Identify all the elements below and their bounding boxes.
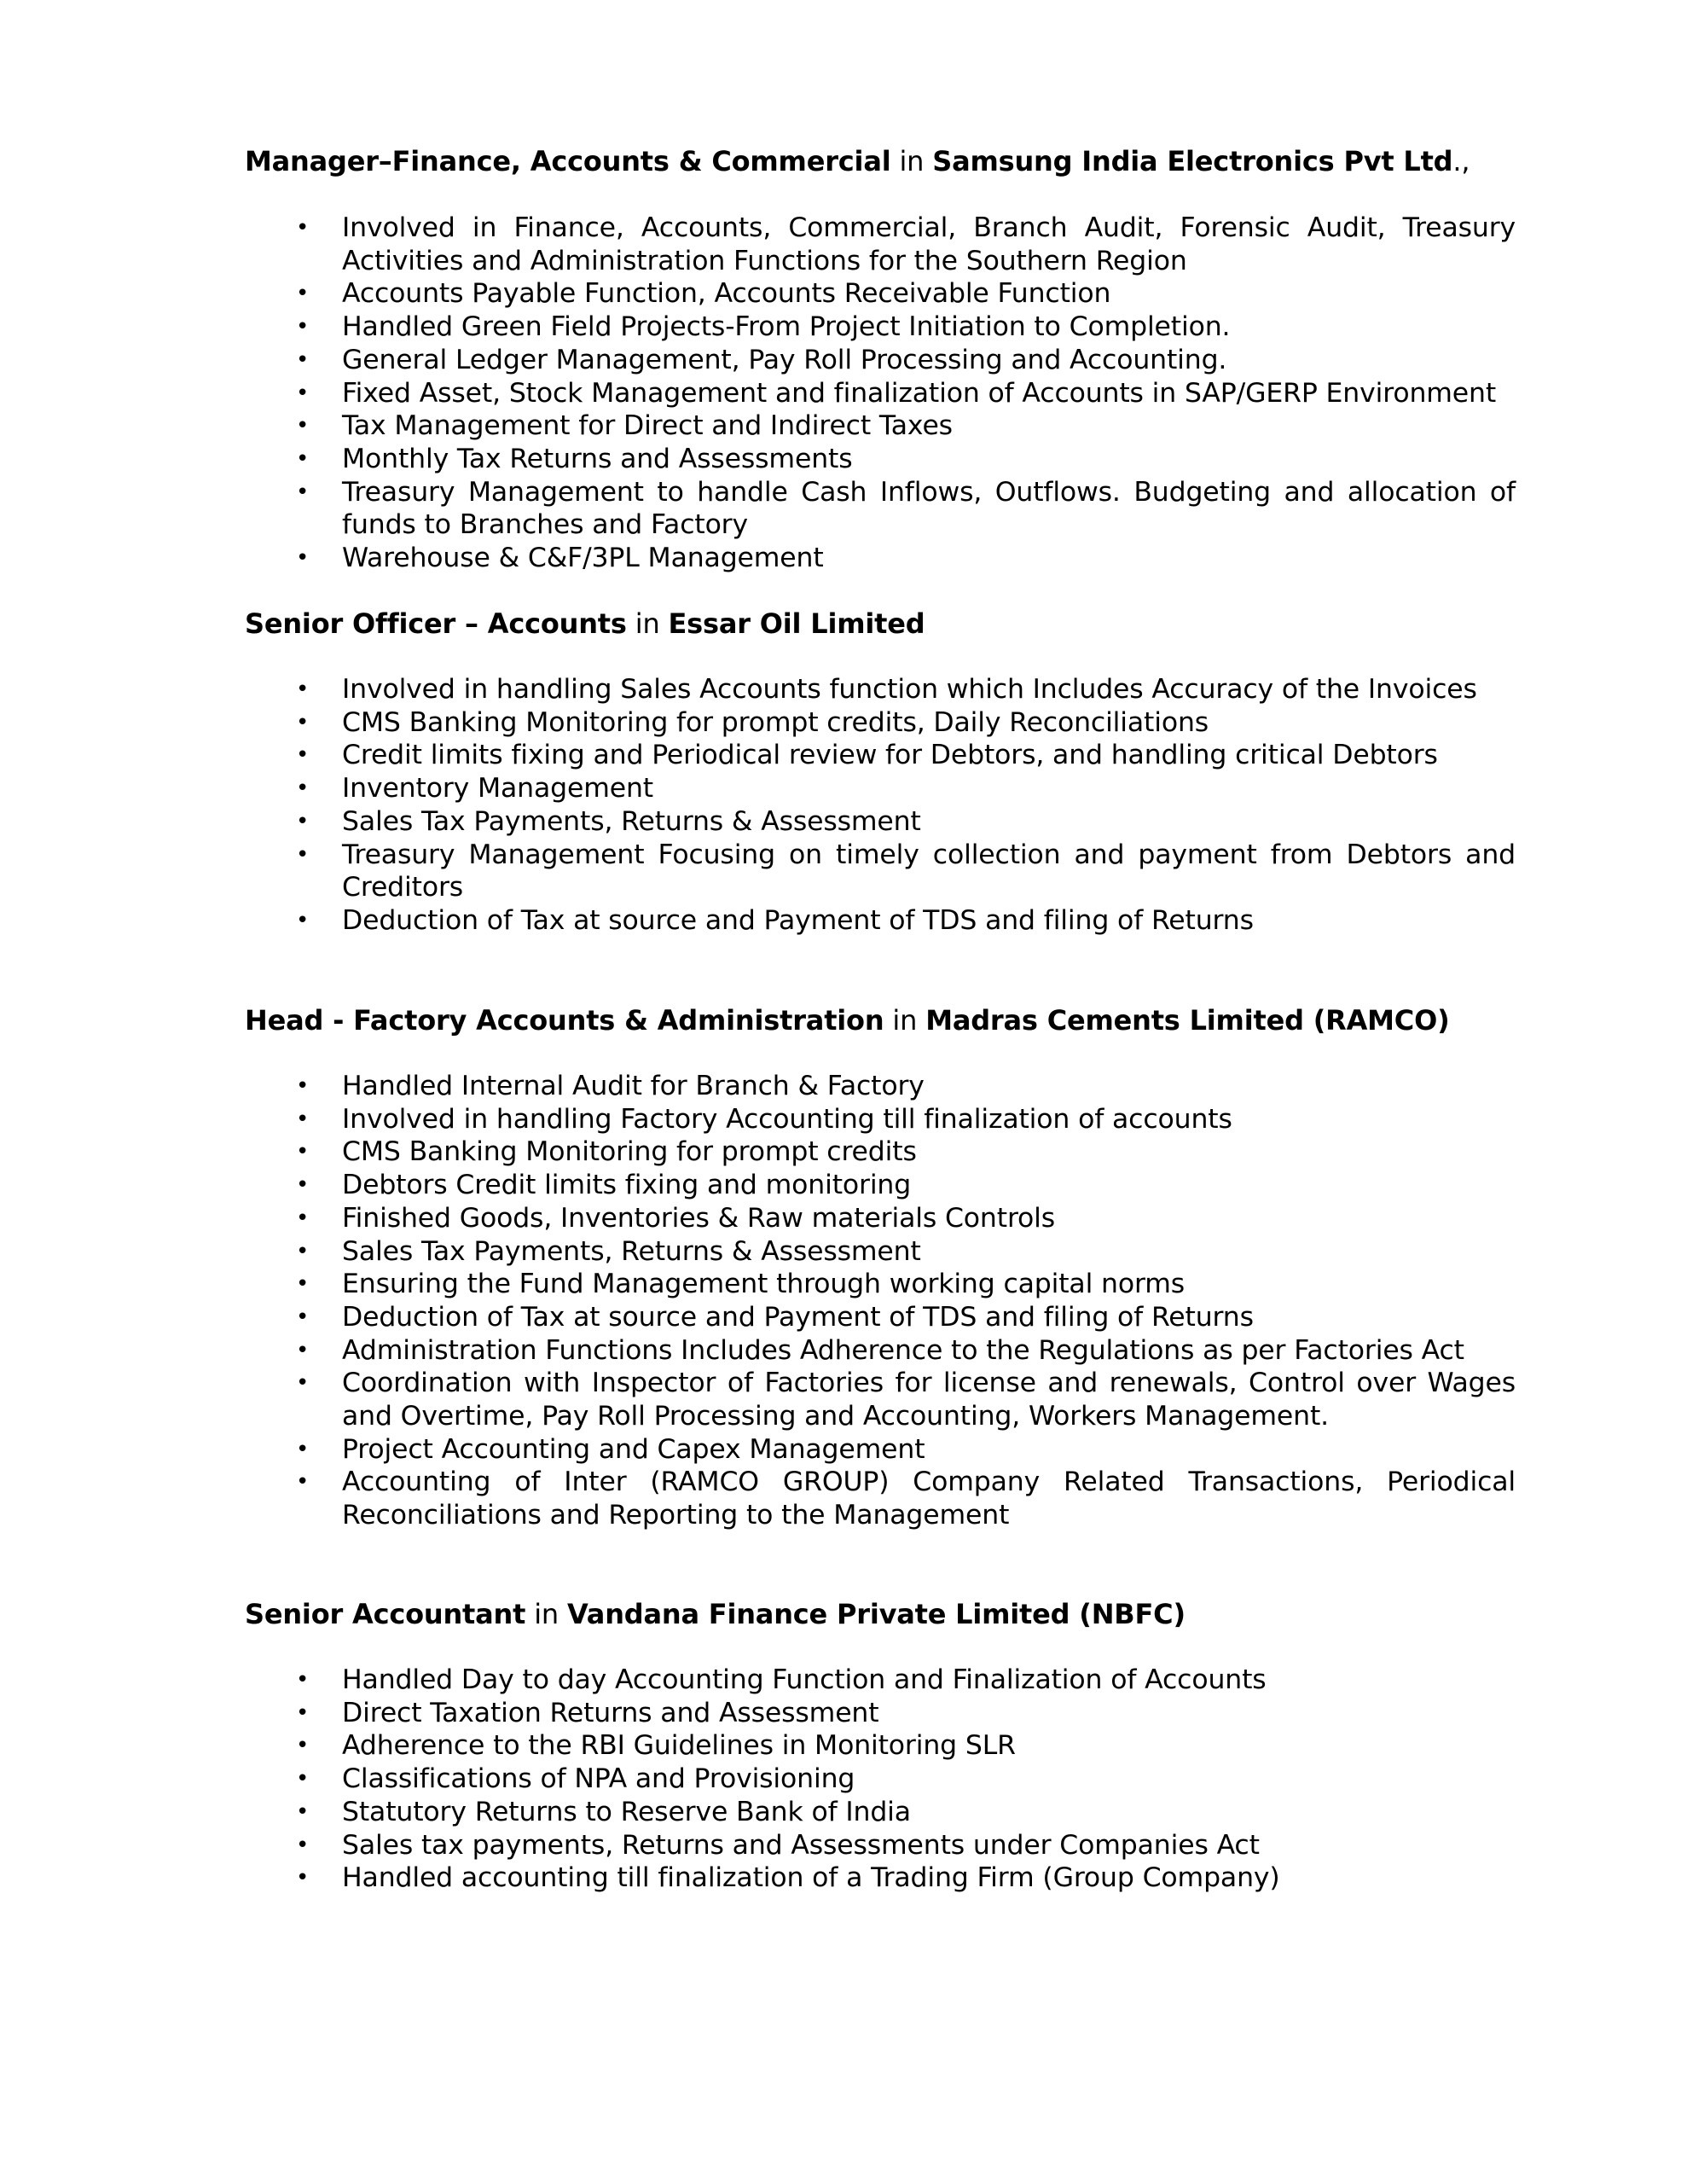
bullet-icon: • xyxy=(296,1139,310,1165)
list-item-text: Statutory Returns to Reserve Bank of India xyxy=(342,1796,911,1827)
bullet-icon: • xyxy=(296,742,310,769)
list-item xyxy=(245,839,1516,904)
bullet-icon: • xyxy=(296,413,310,439)
job-role: Head - Factory Accounts & Administration xyxy=(245,1004,884,1037)
list-item xyxy=(245,1367,1516,1432)
list-item xyxy=(245,1334,1516,1368)
bullet-icon: • xyxy=(296,1238,310,1264)
list-item-text: Treasury Management to handle Cash Inflows, Outflows. Budgeting and allocation of funds to Branches and Factory xyxy=(342,476,1516,541)
list-item xyxy=(245,1862,1516,1895)
bullet-icon: • xyxy=(296,709,310,735)
list-item xyxy=(245,443,1516,476)
list-item xyxy=(245,1103,1516,1136)
experience-section-vandana xyxy=(245,1598,1516,1894)
list-item-text: Finished Goods, Inventories & Raw materials Controls xyxy=(342,1202,1056,1234)
list-item-text: Classifications of NPA and Provisioning xyxy=(342,1763,855,1795)
list-item xyxy=(245,673,1516,706)
bullet-icon: • xyxy=(296,677,310,702)
bullet-icon: • xyxy=(296,1337,310,1363)
job-role: Senior Officer – Accounts xyxy=(245,607,627,640)
list-item xyxy=(245,277,1516,311)
list-item xyxy=(245,1070,1516,1103)
heading-suffix: ., xyxy=(1452,145,1470,177)
list-item-text: Sales Tax Payments, Returns & Assessment xyxy=(342,1235,921,1267)
list-item xyxy=(245,904,1516,938)
bullet-icon: • xyxy=(296,1205,310,1231)
bullet-icon: • xyxy=(296,1370,310,1397)
list-item xyxy=(245,1466,1516,1531)
bullet-icon: • xyxy=(296,841,310,868)
experience-section-essar xyxy=(245,607,1516,936)
job-heading xyxy=(245,145,1516,177)
bullet-icon: • xyxy=(296,1271,310,1298)
list-item-text: Ensuring the Fund Management through working capital norms xyxy=(342,1269,1186,1300)
list-item-text: Monthly Tax Returns and Assessments xyxy=(342,443,853,474)
list-item xyxy=(245,542,1516,575)
list-item-text: General Ledger Management, Pay Roll Processing and Accounting. xyxy=(342,344,1227,375)
list-item xyxy=(245,410,1516,443)
list-item-text: Direct Taxation Returns and Assessment xyxy=(342,1697,879,1728)
bullet-icon: • xyxy=(296,1304,310,1330)
bullet-icon: • xyxy=(296,1073,310,1099)
list-item xyxy=(245,1664,1516,1697)
experience-section-samsung xyxy=(245,145,1516,574)
list-item xyxy=(245,1763,1516,1796)
job-role: Manager–Finance, Accounts & Commercial xyxy=(245,145,891,177)
bullet-icon: • xyxy=(296,281,310,307)
list-item-text: Handled Green Field Projects-From Project Initiation to Completion. xyxy=(342,311,1231,343)
bullet-icon: • xyxy=(296,1733,310,1759)
list-item-text: Treasury Management Focusing on timely collection and payment from Debtors and Creditors xyxy=(342,839,1516,903)
list-item xyxy=(245,1796,1516,1829)
list-item-text: Deduction of Tax at source and Payment of TDS and filing of Returns xyxy=(342,904,1254,936)
bullet-icon: • xyxy=(296,907,310,933)
list-item xyxy=(245,1697,1516,1730)
company-name: Madras Cements Limited (RAMCO) xyxy=(925,1004,1450,1037)
list-item-text: CMS Banking Monitoring for prompt credits xyxy=(342,1136,917,1168)
job-heading xyxy=(245,1598,1516,1630)
bullet-icon: • xyxy=(296,545,310,572)
list-item-text: Tax Management for Direct and Indirect Taxes xyxy=(342,410,953,442)
list-item-text: Involved in handling Sales Accounts function which Includes Accuracy of the Invoices xyxy=(342,674,1477,705)
list-item xyxy=(245,1433,1516,1467)
job-connector: in xyxy=(635,607,660,640)
company-name: Essar Oil Limited xyxy=(668,607,925,640)
list-item xyxy=(245,476,1516,542)
list-item xyxy=(245,1268,1516,1301)
bullet-icon: • xyxy=(296,1172,310,1199)
bullet-icon: • xyxy=(296,1766,310,1792)
list-item xyxy=(245,377,1516,410)
bullet-icon: • xyxy=(296,314,310,340)
job-heading xyxy=(245,1004,1516,1037)
list-item-text: Deduction of Tax at source and Payment of TDS and filing of Returns xyxy=(342,1301,1254,1333)
responsibility-list xyxy=(245,1664,1516,1895)
bullet-icon: • xyxy=(296,445,310,472)
responsibility-list xyxy=(245,212,1516,575)
list-item-text: Inventory Management xyxy=(342,773,653,804)
list-item-text: Warehouse & C&F/3PL Management xyxy=(342,543,824,574)
job-role: Senior Accountant xyxy=(245,1598,526,1630)
list-item xyxy=(245,1235,1516,1269)
job-connector: in xyxy=(534,1598,559,1630)
bullet-icon: • xyxy=(296,1699,310,1726)
list-item-text: Handled Day to day Accounting Function and Finalization of Accounts xyxy=(342,1664,1267,1695)
bullet-icon: • xyxy=(296,346,310,373)
bullet-icon: • xyxy=(296,1798,310,1825)
list-item xyxy=(245,1301,1516,1334)
list-item-text: Administration Functions Includes Adherence to the Regulations as per Factories Act xyxy=(342,1334,1464,1366)
list-item-text: Involved in handling Factory Accounting till finalization of accounts xyxy=(342,1103,1232,1135)
bullet-icon: • xyxy=(296,1106,310,1132)
list-item-text: Handled Internal Audit for Branch & Factory xyxy=(342,1071,925,1101)
bullet-icon: • xyxy=(296,1436,310,1462)
list-item xyxy=(245,772,1516,805)
list-item-text: Sales tax payments, Returns and Assessments under Companies Act xyxy=(342,1829,1260,1861)
list-item xyxy=(245,1202,1516,1235)
responsibility-list xyxy=(245,1070,1516,1532)
list-item-text: Accounting of Inter (RAMCO GROUP) Company Related Transactions, Periodical Reconciliations and Reporting to the Management xyxy=(342,1467,1516,1531)
list-item-text: Credit limits fixing and Periodical review for Debtors, and handling critical Debtors xyxy=(342,740,1438,771)
list-item-text: Fixed Asset, Stock Management and finalization of Accounts in SAP/GERP Environment xyxy=(342,377,1497,409)
list-item xyxy=(245,1169,1516,1202)
list-item-text: Involved in Finance, Accounts, Commercial, Branch Audit, Forensic Audit, Treasury Activities and Administration Functions for the Southern Region xyxy=(342,212,1516,276)
job-connector: in xyxy=(899,145,925,177)
job-heading xyxy=(245,607,1516,640)
responsibility-list xyxy=(245,673,1516,938)
bullet-icon: • xyxy=(296,380,310,406)
list-item-text: Coordination with Inspector of Factories for license and renewals, Control over Wages and Overtime, Pay Roll Processing and Accounting, Workers Management. xyxy=(342,1368,1516,1432)
list-item xyxy=(245,739,1516,772)
list-item xyxy=(245,311,1516,344)
company-name: Samsung India Electronics Pvt Ltd xyxy=(932,145,1453,177)
bullet-icon: • xyxy=(296,479,310,505)
list-item-text: Debtors Credit limits fixing and monitoring xyxy=(342,1170,912,1201)
company-name: Vandana Finance Private Limited (NBFC) xyxy=(566,1598,1186,1630)
list-item xyxy=(245,212,1516,277)
list-item-text: Handled accounting till finalization of a Trading Firm (Group Company) xyxy=(342,1862,1280,1894)
list-item-text: Adherence to the RBI Guidelines in Monitoring SLR xyxy=(342,1730,1016,1762)
bullet-icon: • xyxy=(296,215,310,241)
list-item xyxy=(245,344,1516,377)
list-item-text: Sales Tax Payments, Returns & Assessment xyxy=(342,805,921,837)
bullet-icon: • xyxy=(296,775,310,802)
bullet-icon: • xyxy=(296,1469,310,1496)
list-item xyxy=(245,706,1516,740)
list-item-text: Project Accounting and Capex Management xyxy=(342,1433,925,1465)
list-item xyxy=(245,1136,1516,1169)
list-item xyxy=(245,1829,1516,1862)
experience-section-ramco xyxy=(245,1004,1516,1531)
list-item xyxy=(245,1729,1516,1763)
list-item xyxy=(245,805,1516,839)
list-item-text: Accounts Payable Function, Accounts Receivable Function xyxy=(342,278,1111,310)
job-connector: in xyxy=(892,1004,918,1037)
bullet-icon: • xyxy=(296,1865,310,1891)
list-item-text: CMS Banking Monitoring for prompt credits, Daily Reconciliations xyxy=(342,706,1209,738)
bullet-icon: • xyxy=(296,1667,310,1693)
bullet-icon: • xyxy=(296,808,310,834)
bullet-icon: • xyxy=(296,1832,310,1858)
